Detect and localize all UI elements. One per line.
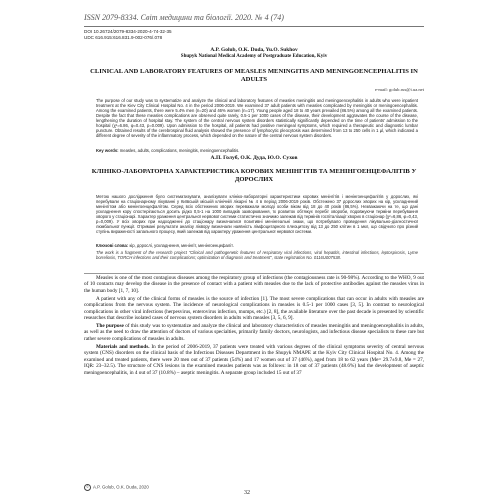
copyright-line: [84, 484, 149, 491]
keywords-en-label: Key words:: [96, 148, 119, 153]
title-uk: КЛІНІКО-ЛАБОРАТОРНА ХАРАКТЕРИСТИКА КОРОВИХ МЕНІНГІТІВ ТА МЕНІНГОЕНЦЕФАЛІТІВ У ДОРОСЛИХ: [91, 168, 417, 183]
keywords-uk-text: кір, дорослі, ускладнення, менінгіт, менінгоенцефаліт.: [129, 243, 234, 248]
body-paragraph-2: A patient with any of the clinical forms of measles is the source of infection [1]. The most severe complications that can occur in adults with measles are complications from the nervous system. The incidence of neurological complications in measles is 0.5-1 per 1000 cases [3, 5]. In contrast to neurological complications in other viral infections (herpesvirus, enterovirus infection, mumps, etc.) [2, 8], the available literature over the past decade is presented by scientific researches that describe isolated cases of nervous system disorders in adults with measles [3, 5, 6, 9].: [84, 295, 424, 322]
keywords-uk: [96, 243, 418, 248]
purpose-text: of this study was to systematize and analyze the clinical and laboratory characteristics of measles meningitis and meningoencephalitis in adults, as well as the need to draw the attention of doctors of various specialties, primarily family doctors, neurologists, and infectious disease specialists to these rare but rather severe complications of measles in adults.: [84, 322, 424, 342]
body-paragraph-1: Measles is one of the most contagious diseases among the respiratory group of infections (the contagiousness rate is 90-98%). According to the WHO, 9 out of 10 contacts may develop the disease in the presence of contact with a patient with measles due to the lack of protective antibodies against the measles virus in the human body [1, 7, 10].: [84, 275, 424, 294]
doi-line: DOI 10.26724/2079-8334-2020-4-74-32-35: [84, 29, 172, 34]
copyright-text: A.P. Golub, O.K. Duda, 2020: [93, 484, 149, 490]
methods-heading: Materials and methods.: [96, 343, 150, 350]
udc-line: UDC 616.915:616.831.9-002-076/.078: [84, 35, 163, 41]
article-identifiers: [84, 29, 172, 41]
authors-en: A.P. Golub, O.K. Duda, Yu.O. Sukhov: [210, 47, 298, 53]
abstract-en: The purpose of our study was to systematize and analyze the clinical and laboratory features of measles meningitis and meningoencephalitis in adults who were inpatient treatment at the Kiev City Clinical Hospital No. 4 in the period 2006-2019. We examined 37 adult patients with measles complicated by meningitis or meningoencephalitis. Among the examined patients, there were 5.4% men (n=20) and 46% women (n=17). Young people aged 18 to 40 years prevailed (86.5%) among all the examined patients. Despite the fact that these measles complications are observed quite rarely, 0.5-1 per 1000 cases of the disease, their development aggravates the course of the disease, lengthening the duration of hospital stay. The system of the central nervous system disorders statistically significantly depended on the time of patients' admission to the hospital (χ²=6.86, φ=0.43, p=0.009). Upon admission to the hospital, all patients had positive meningeal symptoms, which required a therapeutic and diagnostic lumbar puncture. Obtained results of the cerebrospinal fluid analysis showed the presence of lymphocytic pleocytosis was determined from 13 to 250 cells in 1 µl, which indicated a different degree of severity of the inflammatory process, which depended on the nature of the central nervous system disorders.: [96, 98, 418, 139]
methods-text: In the period of 2006-2019, 37 patients were treated with various degrees of the clinical symptoms severity of central nervous system (CNS) disorders on the clinical basis of the Infectious Diseases Department in the Shupyk NMAPE at the Kyiv City Clinical Hospital No. 4. Among the examined and treated patients, there were 20 men out of 37 patients (54%) and 17 women out of 37 (46%), aged from 18 to 62 years (Me= 29.7±9.8, Me = 27, IQR: 23–32.5). The structure of CNS lesions in the examined measles patients was as follows: in 18 out of 37 patients (48.6%) had the development of aseptic meningoencephalitis, in 4 out of 37 (10.8%) – aseptic meningitis. A separate group included 15 out of 37: [84, 343, 424, 376]
running-header: [84, 13, 424, 29]
purpose-heading: The purpose: [96, 322, 124, 329]
keywords-uk-label: Ключові слова:: [96, 243, 129, 248]
keywords-en: [96, 148, 418, 153]
contact-email: e-mail: golub.rus@i.ua.net: [374, 87, 424, 92]
header-rule: [84, 26, 424, 27]
keywords-en-text: measles, adults, complications, meningitis, meningoencephalitis.: [119, 148, 240, 153]
page-number: 32: [244, 490, 250, 496]
title-en: CLINICAL AND LABORATORY FEATURES OF MEASLES MENINGITIS AND MENINGOENCEPHALITIS IN ADULTS: [90, 68, 418, 83]
body-paragraph-3: [84, 323, 424, 342]
copyright-icon: ©: [84, 484, 91, 491]
body-paragraph-4: [84, 344, 424, 376]
abstract-uk: Метою нашого дослідження було систематизувати, аналізувати клініко-лабораторні характеристики корових менінгітів і менінгоенцефалітів у дорослих, які перебували на стаціонарному лікуванні у Київській міській клінічній лікарні № 4 в період 2006-2019 років. Обстежено 37 дорослих хворих на кір, ускладнений менінгітом або менінгоенцефалітом. Серед всіх обстежених хворих переважали молоді особи віком від 18 до 40 років (86,5%). Незважаючи на те, що дані ускладнення кору спостерігаються досить рідко 0,5-1 на 1000 випадків захворювання, їх розвиток обтяжує перебіг хвороби, подовжуючи терміни перебування хворого у стаціонарі. Характер ураження центральної нервової системи статистично значимо залежав від термінів госпіталізації хворих в стаціонар (χ²=6,86, φ=0,43, p=0,009). У всіх хворих при надходженні до стаціонару визначалися позитивні менінгеальні знаки, що потребувало проведення лікувально-діагностичної люмбальної пункції. Отримані результати аналізу ліквору визначали наявність лімфоцитарного плеоцитозу від 13 до 250 клітин в 1 мкл, що свідчило про різний ступінь вираженості запального процесу, який залежав від характеру ураження центральної нервової системи.: [96, 194, 418, 235]
affiliation-en: Shupyk National Medical Academy of Postgraduate Education, Kyiv: [180, 54, 328, 59]
journal-header-text: ISSN 2079-8334. Світ медицини та біології. 2020. № 4 (74): [84, 13, 284, 22]
article-body: [84, 275, 424, 377]
funding-footnote: The work is a fragment of the research project "Clinical and pathogenetic features of respiratory viral infections, viral hepatitis, intestinal infections, leptospirosis, Lyme borreliosis, TORCH infections and their complications; optimization of diagnosis and treatment", state registration No. 0116U007538.: [96, 250, 418, 261]
authors-uk: А.П. Голуб, О.К. Дуда, Ю.О. Сухов: [210, 155, 298, 161]
section-divider: [84, 273, 424, 274]
